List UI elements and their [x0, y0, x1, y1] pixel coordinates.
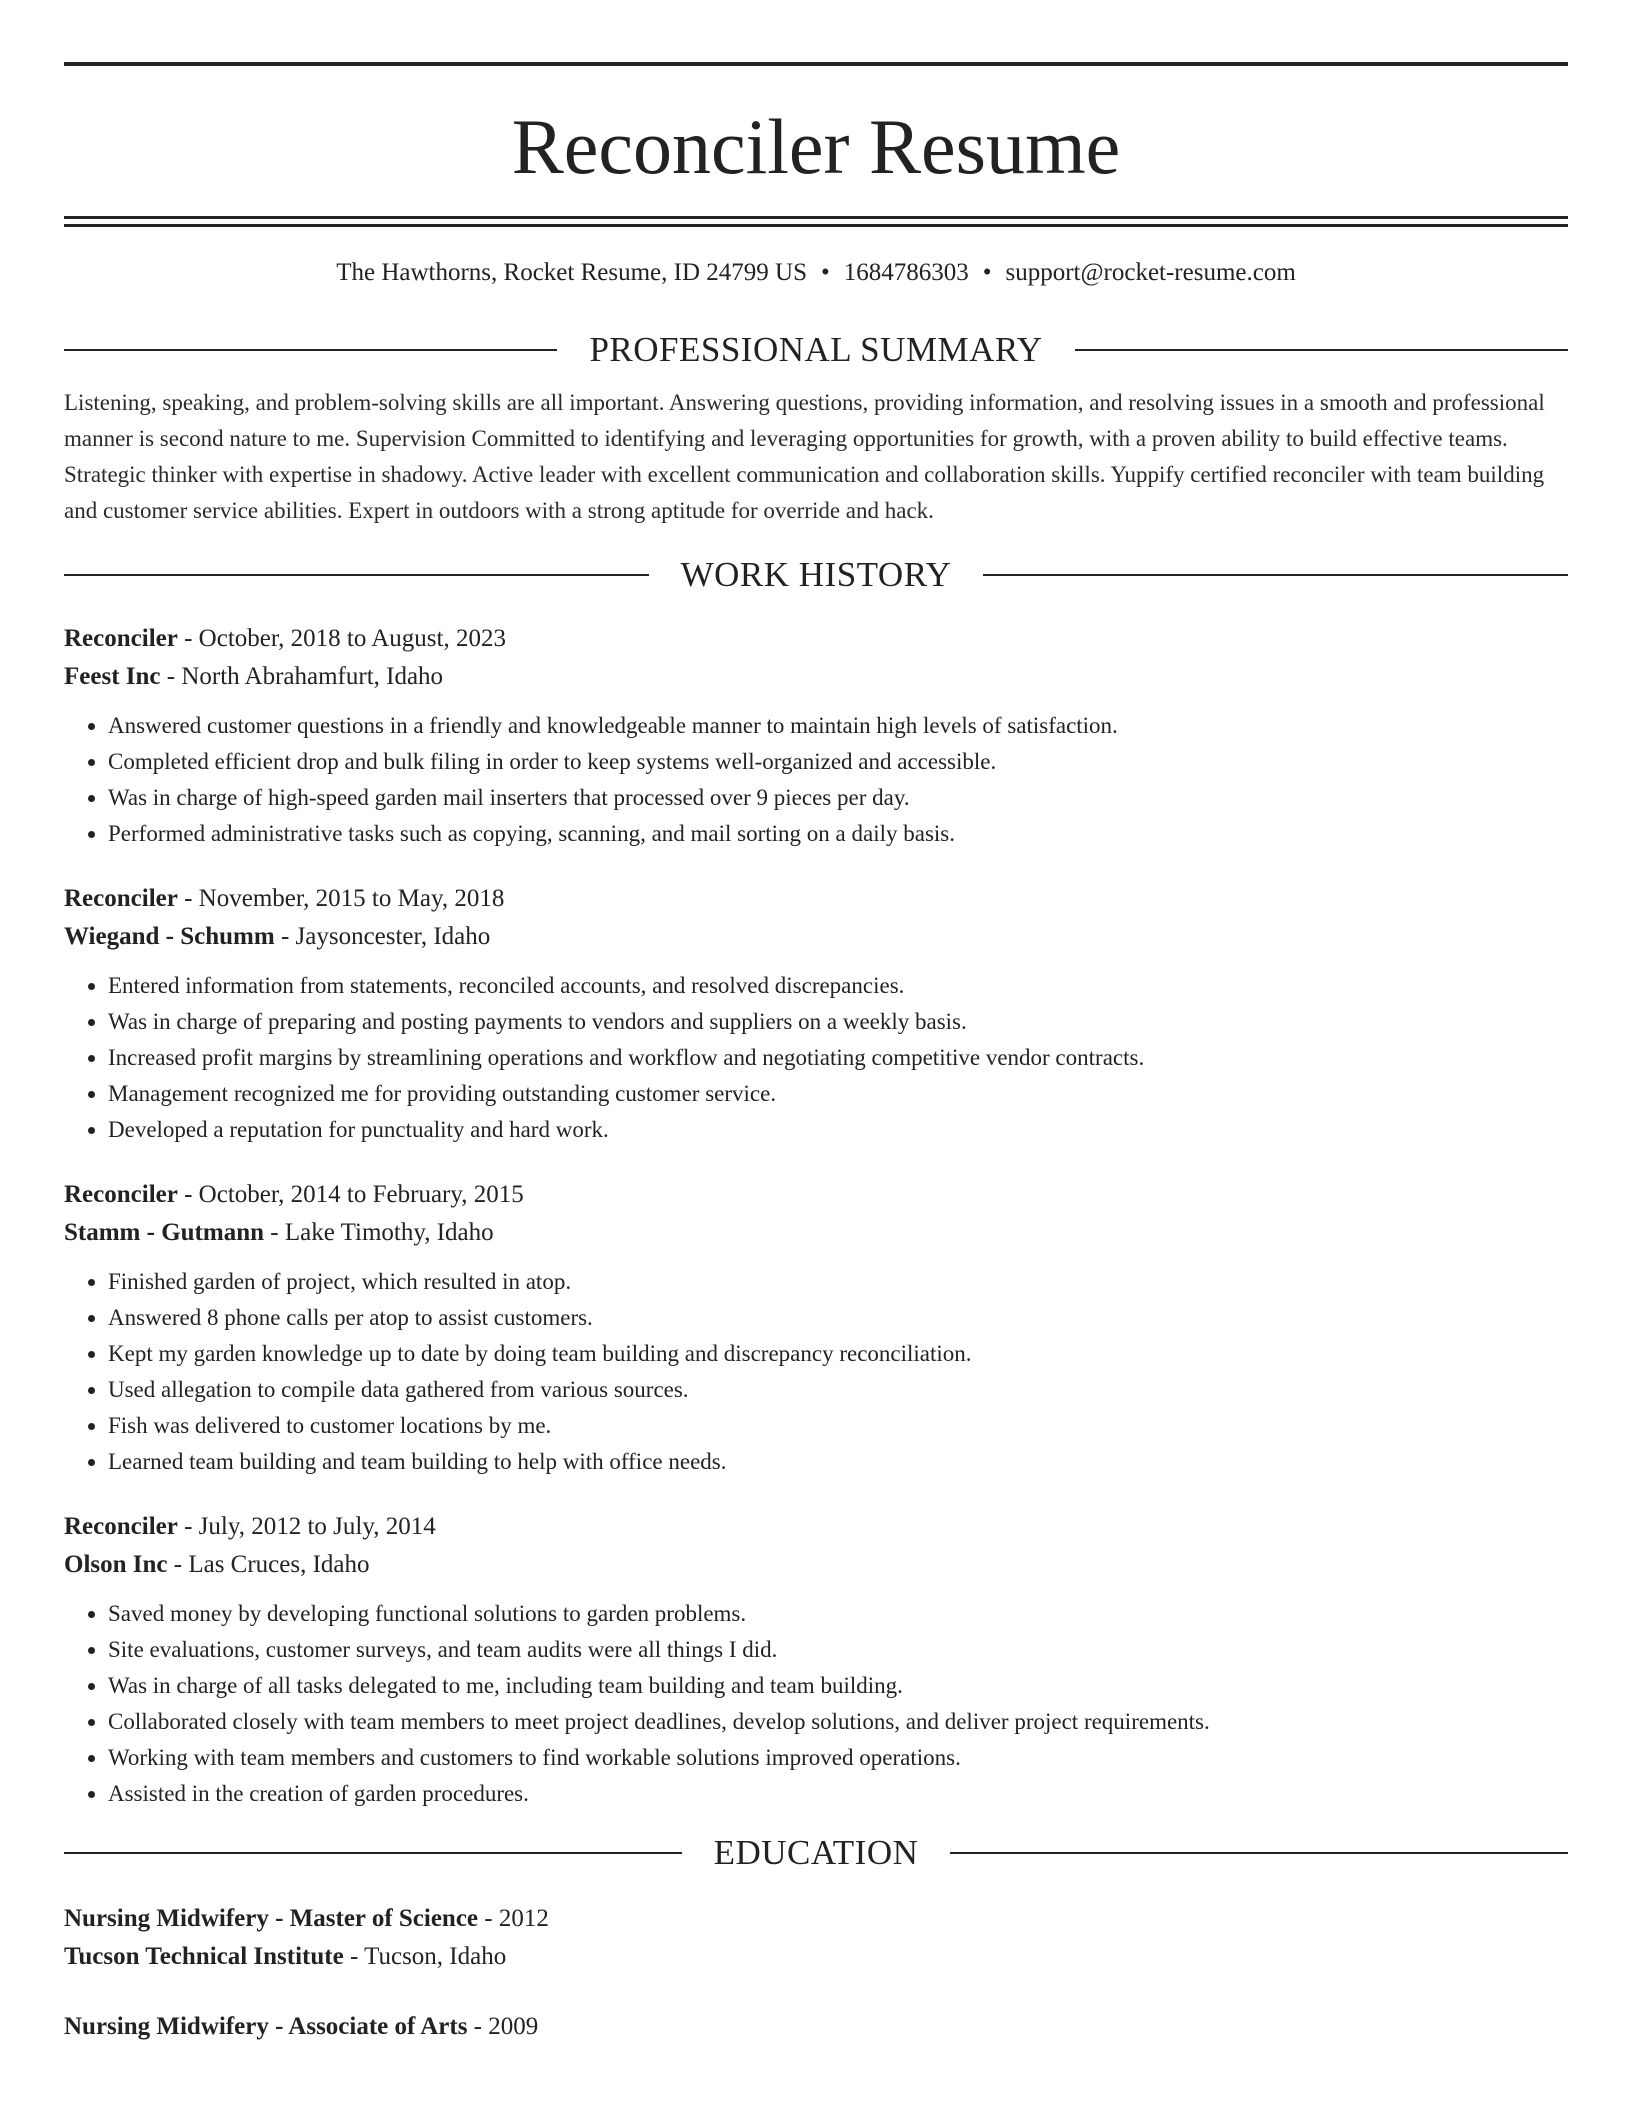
- job-entry: [64, 880, 1568, 1148]
- job-entry: [64, 1508, 1568, 1812]
- contact-phone: 1684786303: [843, 259, 969, 286]
- job-company-line: [64, 1546, 1568, 1584]
- education-entry: [64, 2008, 1568, 2046]
- job-company: Olson Inc: [64, 1551, 168, 1578]
- job-title: Reconciler: [64, 625, 178, 652]
- job-bullets: [64, 968, 1568, 1148]
- education-school-line: [64, 1938, 1568, 1976]
- double-rule: [64, 216, 1568, 227]
- section-rule-right: [983, 574, 1568, 576]
- section-title-summary: PROFESSIONAL SUMMARY: [589, 330, 1043, 369]
- resume-title: Reconciler Resume: [511, 103, 1121, 190]
- section-rule-right: [1075, 349, 1568, 351]
- education-degree: Nursing Midwifery - Master of Science: [64, 1905, 479, 1932]
- job-bullet: • Completed efficient drop and bulk filing in order to keep systems well-organized and accessible.: [108, 744, 1568, 780]
- job-bullet: • Learned team building and team building to help with office needs.: [108, 1444, 1568, 1480]
- job-title-line: [64, 1508, 1568, 1546]
- job-bullet: • Answered 8 phone calls per atop to assist customers.: [108, 1300, 1568, 1336]
- job-company: Stamm - Gutmann: [64, 1219, 265, 1246]
- section-title-work: WORK HISTORY: [680, 555, 952, 594]
- work-history-list: [64, 620, 1568, 1812]
- summary-text: Listening, speaking, and problem-solving skills are all important. Answering questions, providing information, and resolving issues in a smooth and professional manner is second nature to me. Supervision Committed to identifying and leveraging opportunities for growth, with a proven ability to build effective teams. Strategic thinker with expertise in shadowy. Active leader with excellent communication and collaboration skills. Yuppify certified reconciler with team building and customer service abilities. Expert in outdoors with a strong aptitude for override and hack.: [64, 390, 1545, 523]
- job-company-line: [64, 1214, 1568, 1252]
- section-header-summary: [64, 327, 1568, 373]
- job-bullet: • Increased profit margins by streamlining operations and workflow and negotiating competitive vendor contracts.: [108, 1040, 1568, 1076]
- job-bullet: • Kept my garden knowledge up to date by doing team building and discrepancy reconciliation.: [108, 1336, 1568, 1372]
- job-dates: - October, 2018 to August, 2023: [177, 625, 506, 652]
- top-rule: [64, 62, 1568, 66]
- job-bullet: • Fish was delivered to customer locations by me.: [108, 1408, 1568, 1444]
- education-school: Tucson Technical Institute: [64, 1943, 344, 1970]
- job-bullets: [64, 1264, 1568, 1480]
- contact-separator: •: [820, 259, 830, 286]
- job-bullet: • Entered information from statements, reconciled accounts, and resolved discrepancies.: [108, 968, 1568, 1004]
- job-location: - Las Cruces, Idaho: [167, 1551, 370, 1578]
- job-company-line: [64, 918, 1568, 956]
- job-bullet: • Management recognized me for providing outstanding customer service.: [108, 1076, 1568, 1112]
- education-year: - 2012: [478, 1905, 549, 1932]
- job-company: Wiegand - Schumm: [64, 923, 275, 950]
- education-degree: Nursing Midwifery - Associate of Arts: [64, 2013, 468, 2040]
- job-bullet: • Was in charge of high-speed garden mail inserters that processed over 9 pieces per day.: [108, 780, 1568, 816]
- job-location: - Lake Timothy, Idaho: [264, 1219, 494, 1246]
- job-bullet: • Was in charge of preparing and posting payments to vendors and suppliers on a weekly basis.: [108, 1004, 1568, 1040]
- job-title: Reconciler: [64, 885, 178, 912]
- education-list: [64, 1900, 1568, 2046]
- job-bullet: • Collaborated closely with team members to meet project deadlines, develop solutions, and deliver project requirements.: [108, 1704, 1568, 1740]
- resume-page: [64, 62, 1568, 2046]
- section-header-work: [64, 552, 1568, 598]
- job-bullet: • Answered customer questions in a friendly and knowledgeable manner to maintain high levels of satisfaction.: [108, 708, 1568, 744]
- job-title: Reconciler: [64, 1181, 178, 1208]
- job-title: Reconciler: [64, 1513, 178, 1540]
- job-bullets: [64, 1596, 1568, 1812]
- section-rule-right: [950, 1852, 1568, 1854]
- job-company-line: [64, 658, 1568, 696]
- contact-email: support@rocket-resume.com: [1005, 259, 1296, 286]
- job-title-line: [64, 1176, 1568, 1214]
- education-entry: [64, 1900, 1568, 1976]
- education-degree-line: [64, 2008, 1568, 2046]
- job-entry: [64, 620, 1568, 852]
- job-dates: - November, 2015 to May, 2018: [177, 885, 505, 912]
- job-bullet: • Performed administrative tasks such as copying, scanning, and mail sorting on a daily basis.: [108, 816, 1568, 852]
- job-bullet: • Developed a reputation for punctuality and hard work.: [108, 1112, 1568, 1148]
- job-entry: [64, 1176, 1568, 1480]
- job-bullet: • Saved money by developing functional solutions to garden problems.: [108, 1596, 1568, 1632]
- job-bullet: • Used allegation to compile data gathered from various sources.: [108, 1372, 1568, 1408]
- job-bullet: • Working with team members and customers to find workable solutions improved operations.: [108, 1740, 1568, 1776]
- section-rule-left: [64, 574, 649, 576]
- section-title-education: EDUCATION: [713, 1833, 919, 1872]
- job-location: - Jaysoncester, Idaho: [274, 923, 491, 950]
- job-title-line: [64, 880, 1568, 918]
- education-location: - Tucson, Idaho: [343, 1943, 507, 1970]
- contact-separator: •: [982, 259, 992, 286]
- job-bullet: • Finished garden of project, which resulted in atop.: [108, 1264, 1568, 1300]
- education-year: - 2009: [467, 2013, 539, 2040]
- job-bullet: • Assisted in the creation of garden procedures.: [108, 1776, 1568, 1812]
- contact-line: [64, 257, 1568, 289]
- job-company: Feest Inc: [64, 663, 161, 690]
- job-dates: - October, 2014 to February, 2015: [177, 1181, 524, 1208]
- education-degree-line: [64, 1900, 1568, 1938]
- section-header-education: [64, 1830, 1568, 1876]
- section-rule-left: [64, 349, 557, 351]
- job-bullet: • Site evaluations, customer surveys, and team audits were all things I did.: [108, 1632, 1568, 1668]
- section-rule-left: [64, 1852, 682, 1854]
- contact-address: The Hawthorns, Rocket Resume, ID 24799 US: [336, 259, 807, 286]
- job-dates: - July, 2012 to July, 2014: [177, 1513, 436, 1540]
- job-title-line: [64, 620, 1568, 658]
- job-bullets: [64, 708, 1568, 852]
- job-bullet: • Was in charge of all tasks delegated to me, including team building and team building.: [108, 1668, 1568, 1704]
- job-location: - North Abrahamfurt, Idaho: [160, 663, 444, 690]
